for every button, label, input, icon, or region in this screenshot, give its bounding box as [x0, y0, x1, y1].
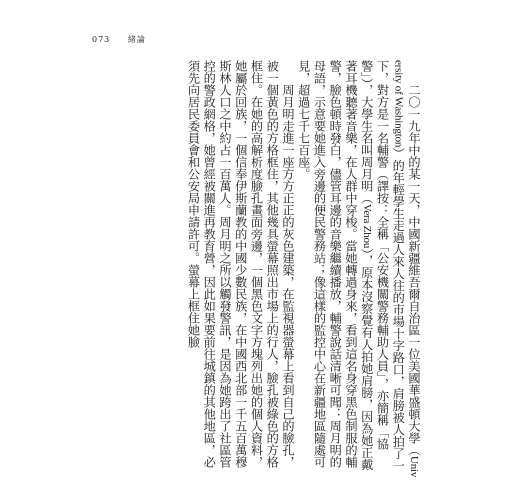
- paragraph-1: 二〇一九年中的某一天，中國新疆維吾爾自治區一位美國華盛頓大學（University of Washington）的年輕學生走過人來人往的市場十字路口，肩膀被人拍了一下，對方是一名輔警（譯按：全稱「公安機關警務輔助人員」，亦簡稱「協警」），大學生名叫周月明（Vera Zhou），原本沒察覺有人拍她肩膀，因為她正戴著耳機聽著音樂，在人群中穿梭。當她轉過身來，看到這名身穿黑色制服的輔警，臉色頓時發白，儘管耳邊的音樂繼續播放，輔警說話清晰可聞：周月明的母語，示意要她進入旁邊的便民警務站；像這樣的監控中心在新疆地區隨處可見，超過七千七百座。: [296, 60, 421, 478]
- body-text: [106, 60, 421, 478]
- page-number: 073: [92, 35, 111, 44]
- running-header: [92, 34, 146, 45]
- paragraph-2: 周月明走進一座方方正正的灰色建築，在監視器螢幕上看到自己的臉孔，被一個黃色的方格框住，其他幾具螢幕照出市場上的行人，臉孔被綠色的方格框住。在她的高解析度臉孔畫面旁邊，一個黑色文字方塊列出她的個人資料，她屬於回族，一個信奉伊斯蘭教的中國少數民族，在中國西北部一千五百萬穆斯林人口之中約占一百萬人。周月明之所以觸發警訊，是因為她跨出了社區管控的警政網格，她曾經被關進再教育營，因此如果要前往城鎮的其他地區，必須先向居民委員會和公安局申請許可。螢幕上框住她臉: [186, 60, 295, 469]
- section-title: 緒論: [127, 35, 146, 44]
